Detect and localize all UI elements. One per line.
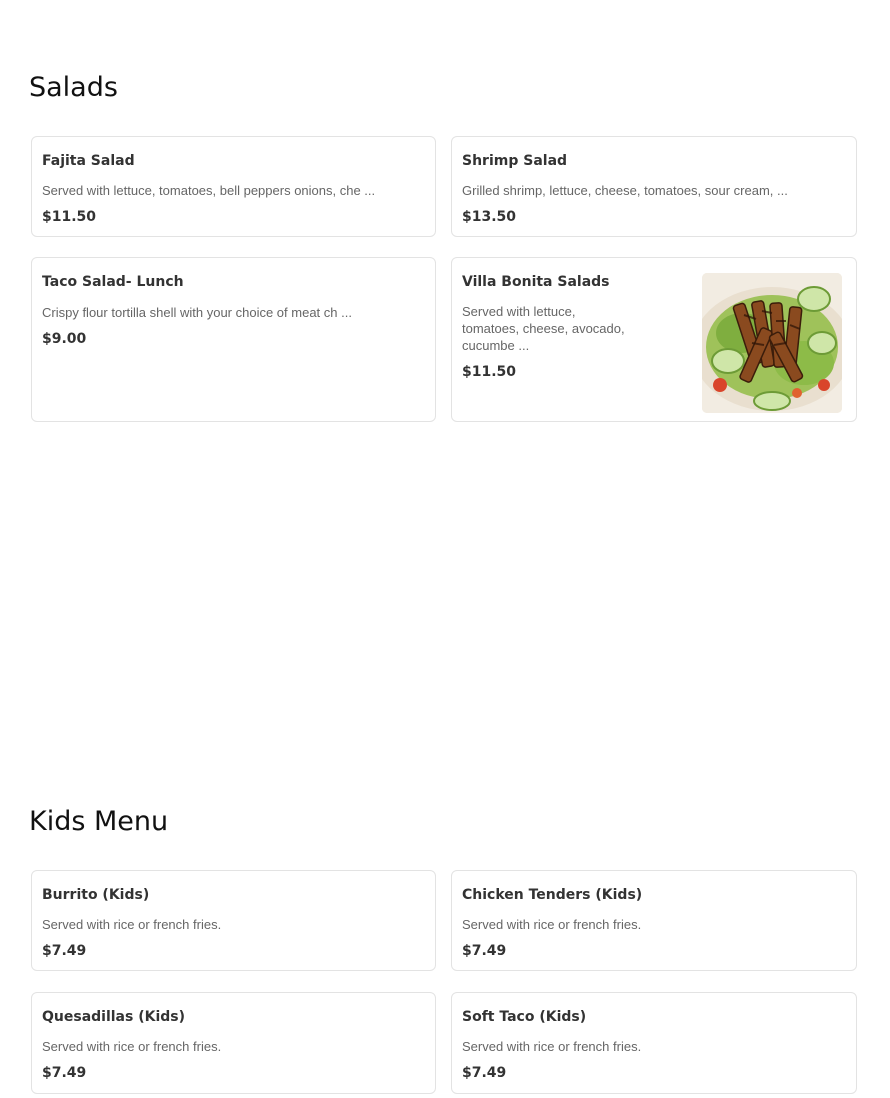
menu-item-card-soft-taco-kids[interactable] <box>451 992 857 1094</box>
menu-item-description: Served with rice or french fries. <box>462 917 642 932</box>
menu-item-name: Soft Taco (Kids) <box>462 1009 587 1025</box>
section-title-salads: Salads <box>29 72 118 103</box>
menu-item-description: Served with lettuce, tomatoes, bell peppers onions, che ... <box>42 183 376 198</box>
menu-item-price: $7.49 <box>42 943 87 959</box>
menu-item-description: Grilled shrimp, lettuce, cheese, tomatoes, sour cream, ... <box>462 183 788 198</box>
menu-item-card-quesadillas-kids[interactable] <box>31 992 436 1094</box>
menu-item-name: Quesadillas (Kids) <box>42 1009 186 1025</box>
menu-item-card-fajita-salad[interactable] <box>31 136 436 237</box>
menu-item-price: $7.49 <box>462 1065 507 1081</box>
menu-item-price: $9.00 <box>42 331 87 347</box>
menu-item-price: $13.50 <box>462 209 517 225</box>
menu-item-price: $7.49 <box>462 943 507 959</box>
menu-item-name: Chicken Tenders (Kids) <box>462 887 643 903</box>
section-title-kids-menu: Kids Menu <box>29 806 169 837</box>
menu-item-card-burrito-kids[interactable] <box>31 870 436 971</box>
menu-item-image <box>702 273 842 413</box>
menu-item-description: Crispy flour tortilla shell with your choice of meat ch ... <box>42 305 352 320</box>
menu-item-card-taco-salad-lunch[interactable] <box>31 257 436 422</box>
menu-item-price: $11.50 <box>462 364 517 380</box>
menu-item-price: $11.50 <box>42 209 97 225</box>
menu-item-description: Served with rice or french fries. <box>42 917 222 932</box>
menu-item-name: Burrito (Kids) <box>42 887 150 903</box>
menu-item-name: Shrimp Salad <box>462 153 568 169</box>
menu-item-name: Fajita Salad <box>42 153 135 169</box>
menu-item-name: Taco Salad- Lunch <box>42 274 184 290</box>
menu-item-description: Served with rice or french fries. <box>42 1039 222 1054</box>
menu-item-description: Served with lettuce, tomatoes, cheese, avocado, cucumbe ... <box>462 304 625 353</box>
menu-item-card-shrimp-salad[interactable] <box>451 136 857 237</box>
salad-photo-icon <box>702 273 842 413</box>
menu-item-description: Served with rice or french fries. <box>462 1039 642 1054</box>
menu-item-card-chicken-tenders-kids[interactable] <box>451 870 857 971</box>
menu-item-name: Villa Bonita Salads <box>462 274 610 290</box>
menu-item-price: $7.49 <box>42 1065 87 1081</box>
menu-item-card-villa-bonita-salads[interactable] <box>451 257 857 422</box>
